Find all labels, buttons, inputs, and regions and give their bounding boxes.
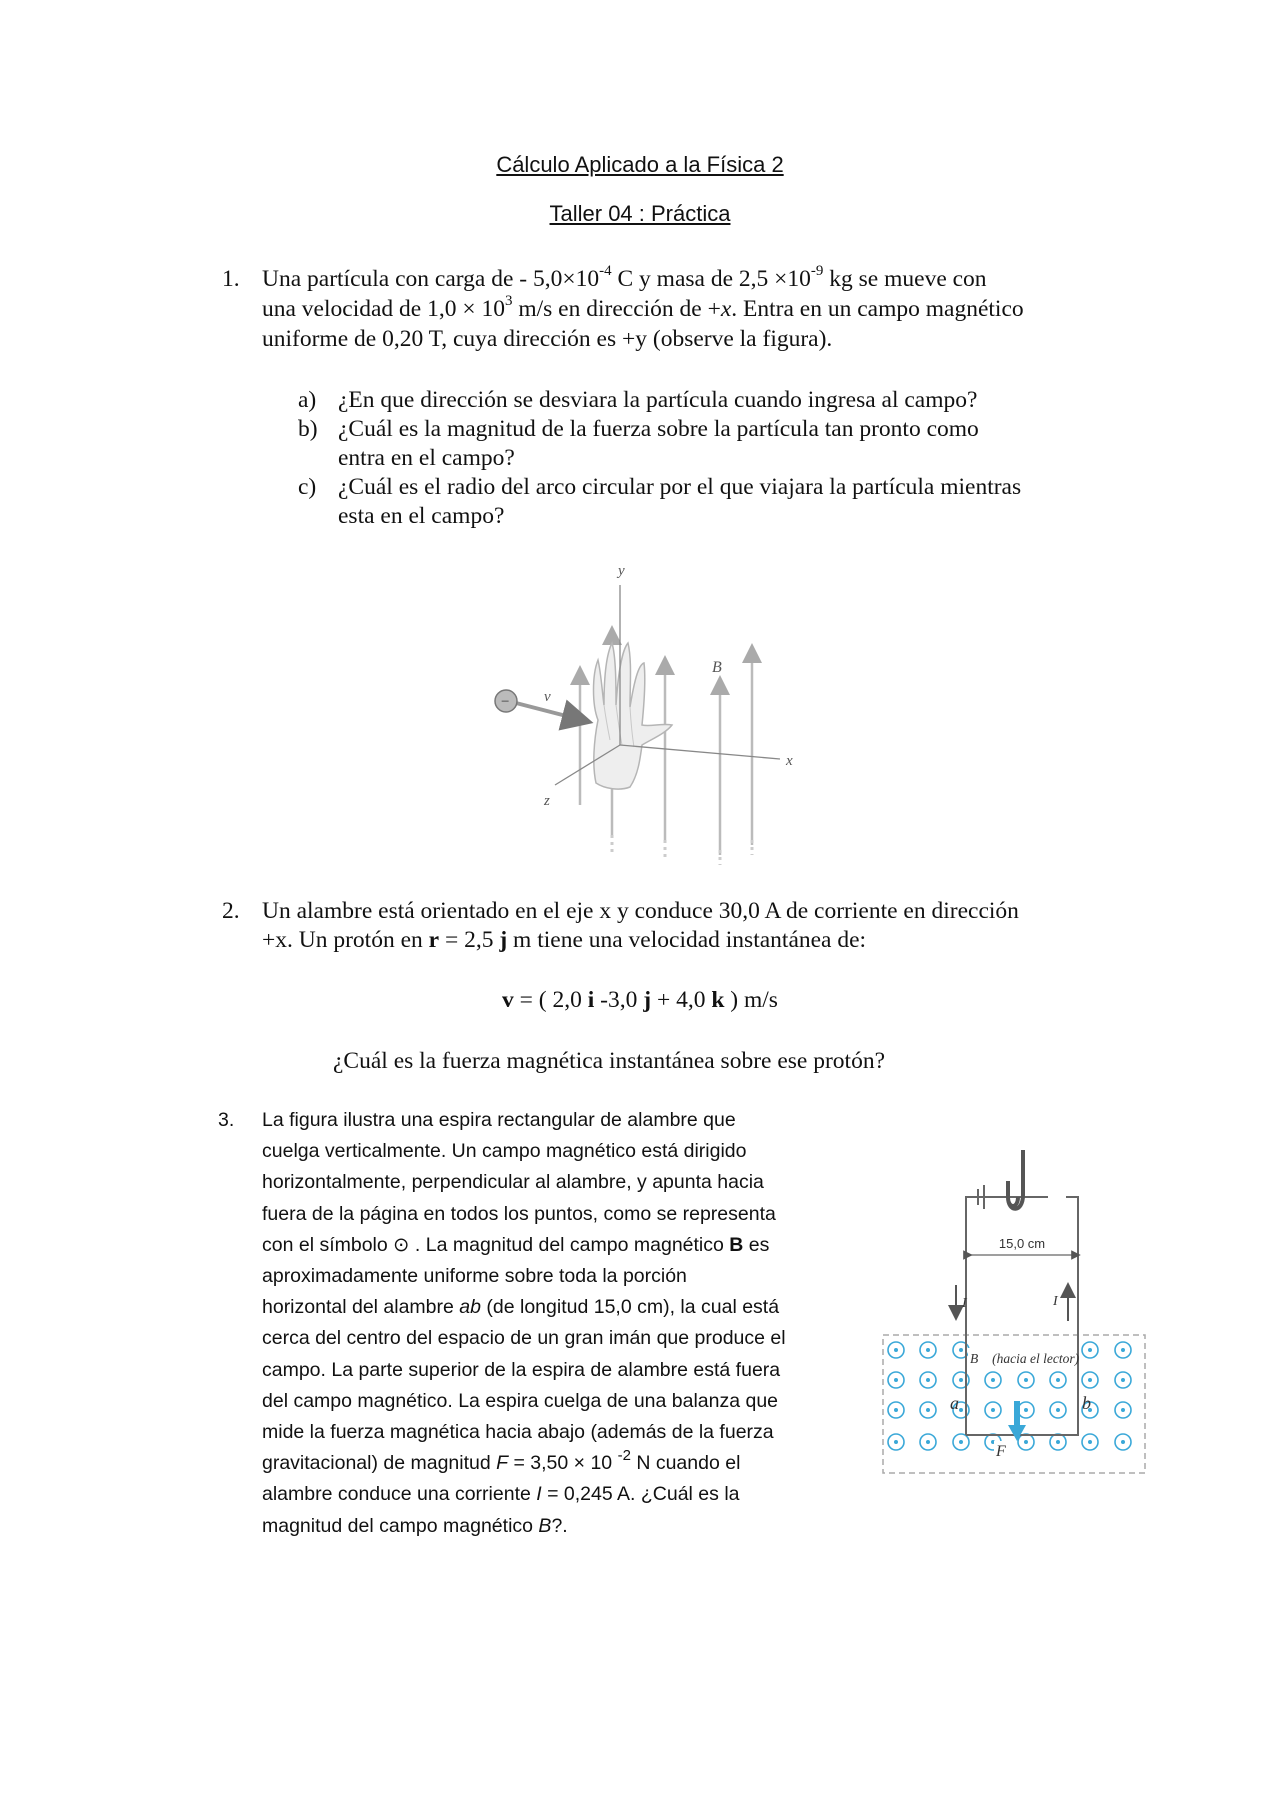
field-out-dot	[959, 1440, 963, 1444]
balance-hook-icon	[1008, 1150, 1023, 1209]
question-letter: b)	[298, 416, 318, 442]
course-title: Cálculo Aplicado a la Física 2	[496, 152, 784, 177]
axis-label-y: y	[618, 563, 625, 579]
field-out-dot	[1056, 1440, 1060, 1444]
field-out-dot	[1024, 1408, 1028, 1412]
problem-text-line: Un alambre está orientado en el eje x y conduce 30,0 A de corriente en dirección	[262, 898, 1019, 924]
field-out-dot	[926, 1378, 930, 1382]
field-out-dot	[926, 1440, 930, 1444]
velocity-label: v	[544, 689, 551, 705]
question-letter: c)	[298, 474, 317, 500]
charge-sign: −	[501, 694, 510, 710]
field-out-dot	[1024, 1378, 1028, 1382]
field-label-B: B	[712, 659, 722, 676]
velocity-equation: v = ( 2,0 i -3,0 j + 4,0 k ) m/s	[502, 987, 778, 1013]
field-out-dot	[1088, 1440, 1092, 1444]
wire-loop	[966, 1197, 1078, 1435]
field-out-dot	[926, 1348, 930, 1352]
point-a-label: a	[950, 1393, 959, 1413]
problem-text-line: Una partícula con carga de - $5,0\times 10^{-4}$ C y masa de $2,5 \times 10^{-9}$ kg se mueve con	[262, 263, 987, 292]
length-label: 15,0 cm	[998, 1236, 1046, 1251]
field-out-dot	[1121, 1440, 1125, 1444]
field-out-dot	[959, 1408, 963, 1412]
problem-text-line: +x. Un protón en r = 2,5 j m tiene una velocidad instantánea de:	[262, 927, 867, 953]
current-label: I	[962, 1296, 967, 1311]
hand-rule-figure	[480, 555, 810, 865]
field-out-dot	[1088, 1348, 1092, 1352]
problem-number: 1.	[222, 266, 240, 292]
field-out-dot	[1056, 1408, 1060, 1412]
field-out-dot	[894, 1348, 898, 1352]
question-text: ¿En que dirección se desviara la partícula cuando ingresa al campo?	[338, 387, 978, 413]
question-text: ¿Cuál es la magnitud de la fuerza sobre la partícula tan pronto como	[338, 416, 979, 442]
field-out-dot	[1121, 1408, 1125, 1412]
force-label: F⃗	[996, 1443, 1019, 1460]
problem-number: 3.	[218, 1109, 235, 1131]
field-out-dot	[926, 1408, 930, 1412]
question-letter: a)	[298, 387, 317, 413]
current-label: I	[1053, 1294, 1058, 1309]
field-out-symbol: ⊙	[393, 1233, 410, 1256]
problem-3	[218, 1105, 840, 1542]
current-loop-figure	[868, 1145, 1148, 1480]
problem-text-line: una velocidad de $1,0 \times 10^3$ m/s en dirección de +x. Entra en un campo magnético	[262, 293, 1024, 322]
field-out-dot	[894, 1378, 898, 1382]
field-out-dot	[894, 1440, 898, 1444]
point-b-label: b	[1082, 1393, 1091, 1413]
field-out-dot	[1121, 1348, 1125, 1352]
field-out-dot	[1056, 1378, 1060, 1382]
axis-label-x: x	[786, 753, 793, 769]
field-out-dot	[894, 1408, 898, 1412]
workshop-title: Taller 04 : Práctica	[549, 201, 731, 226]
field-out-dot	[1088, 1378, 1092, 1382]
problem-text-line: uniforme de 0,20 T, cuya dirección es +y (observe la figura).	[262, 326, 833, 352]
problem-number: 2.	[222, 898, 240, 924]
question-text: ¿Cuál es el radio del arco circular por el que viajara la partícula mientras	[338, 474, 1022, 500]
axis-label-z: z	[544, 793, 550, 809]
problem-3-text: 3. La figura ilustra una espira rectangular de alambre que cuelga verticalmente. Un campo magnético está dirigido horizontalmente, perpendicular al alambre, y apunta hacia fuera de la página en todos los puntos, como se representa con el símbolo ⊙ . La magnitud del campo magnético B es aproximadamente uniforme sobre toda la porción horizontal del alambre ab (de longitud 15,0 cm), la cual está cerca del centro del espacio de un gran imán que produce el campo. La parte superior de la espira de alambre está fuera del campo magnético. La espira cuelga de una balanza que mide la fuerza magnética hacia abajo (además de la fuerza gravitacional) de magnitud F = 3,50 × 10 $^{-2}$ N cuando el alambre conduce una corriente I = 0,245 A. ¿Cuál es la magnitud del campo magnético B?.	[262, 1105, 840, 1542]
field-out-dot	[959, 1378, 963, 1382]
field-out-dot	[991, 1408, 995, 1412]
field-out-dot	[1121, 1378, 1125, 1382]
problem-question: ¿Cuál es la fuerza magnética instantánea sobre ese protón?	[333, 1048, 885, 1074]
field-out-dot	[1024, 1440, 1028, 1444]
field-label: B⃗ (hacia el lector)	[970, 1351, 1080, 1366]
field-out-dot	[959, 1348, 963, 1352]
question-text: esta en el campo?	[338, 503, 505, 529]
question-text: entra en el campo?	[338, 445, 515, 471]
field-out-dot	[991, 1378, 995, 1382]
